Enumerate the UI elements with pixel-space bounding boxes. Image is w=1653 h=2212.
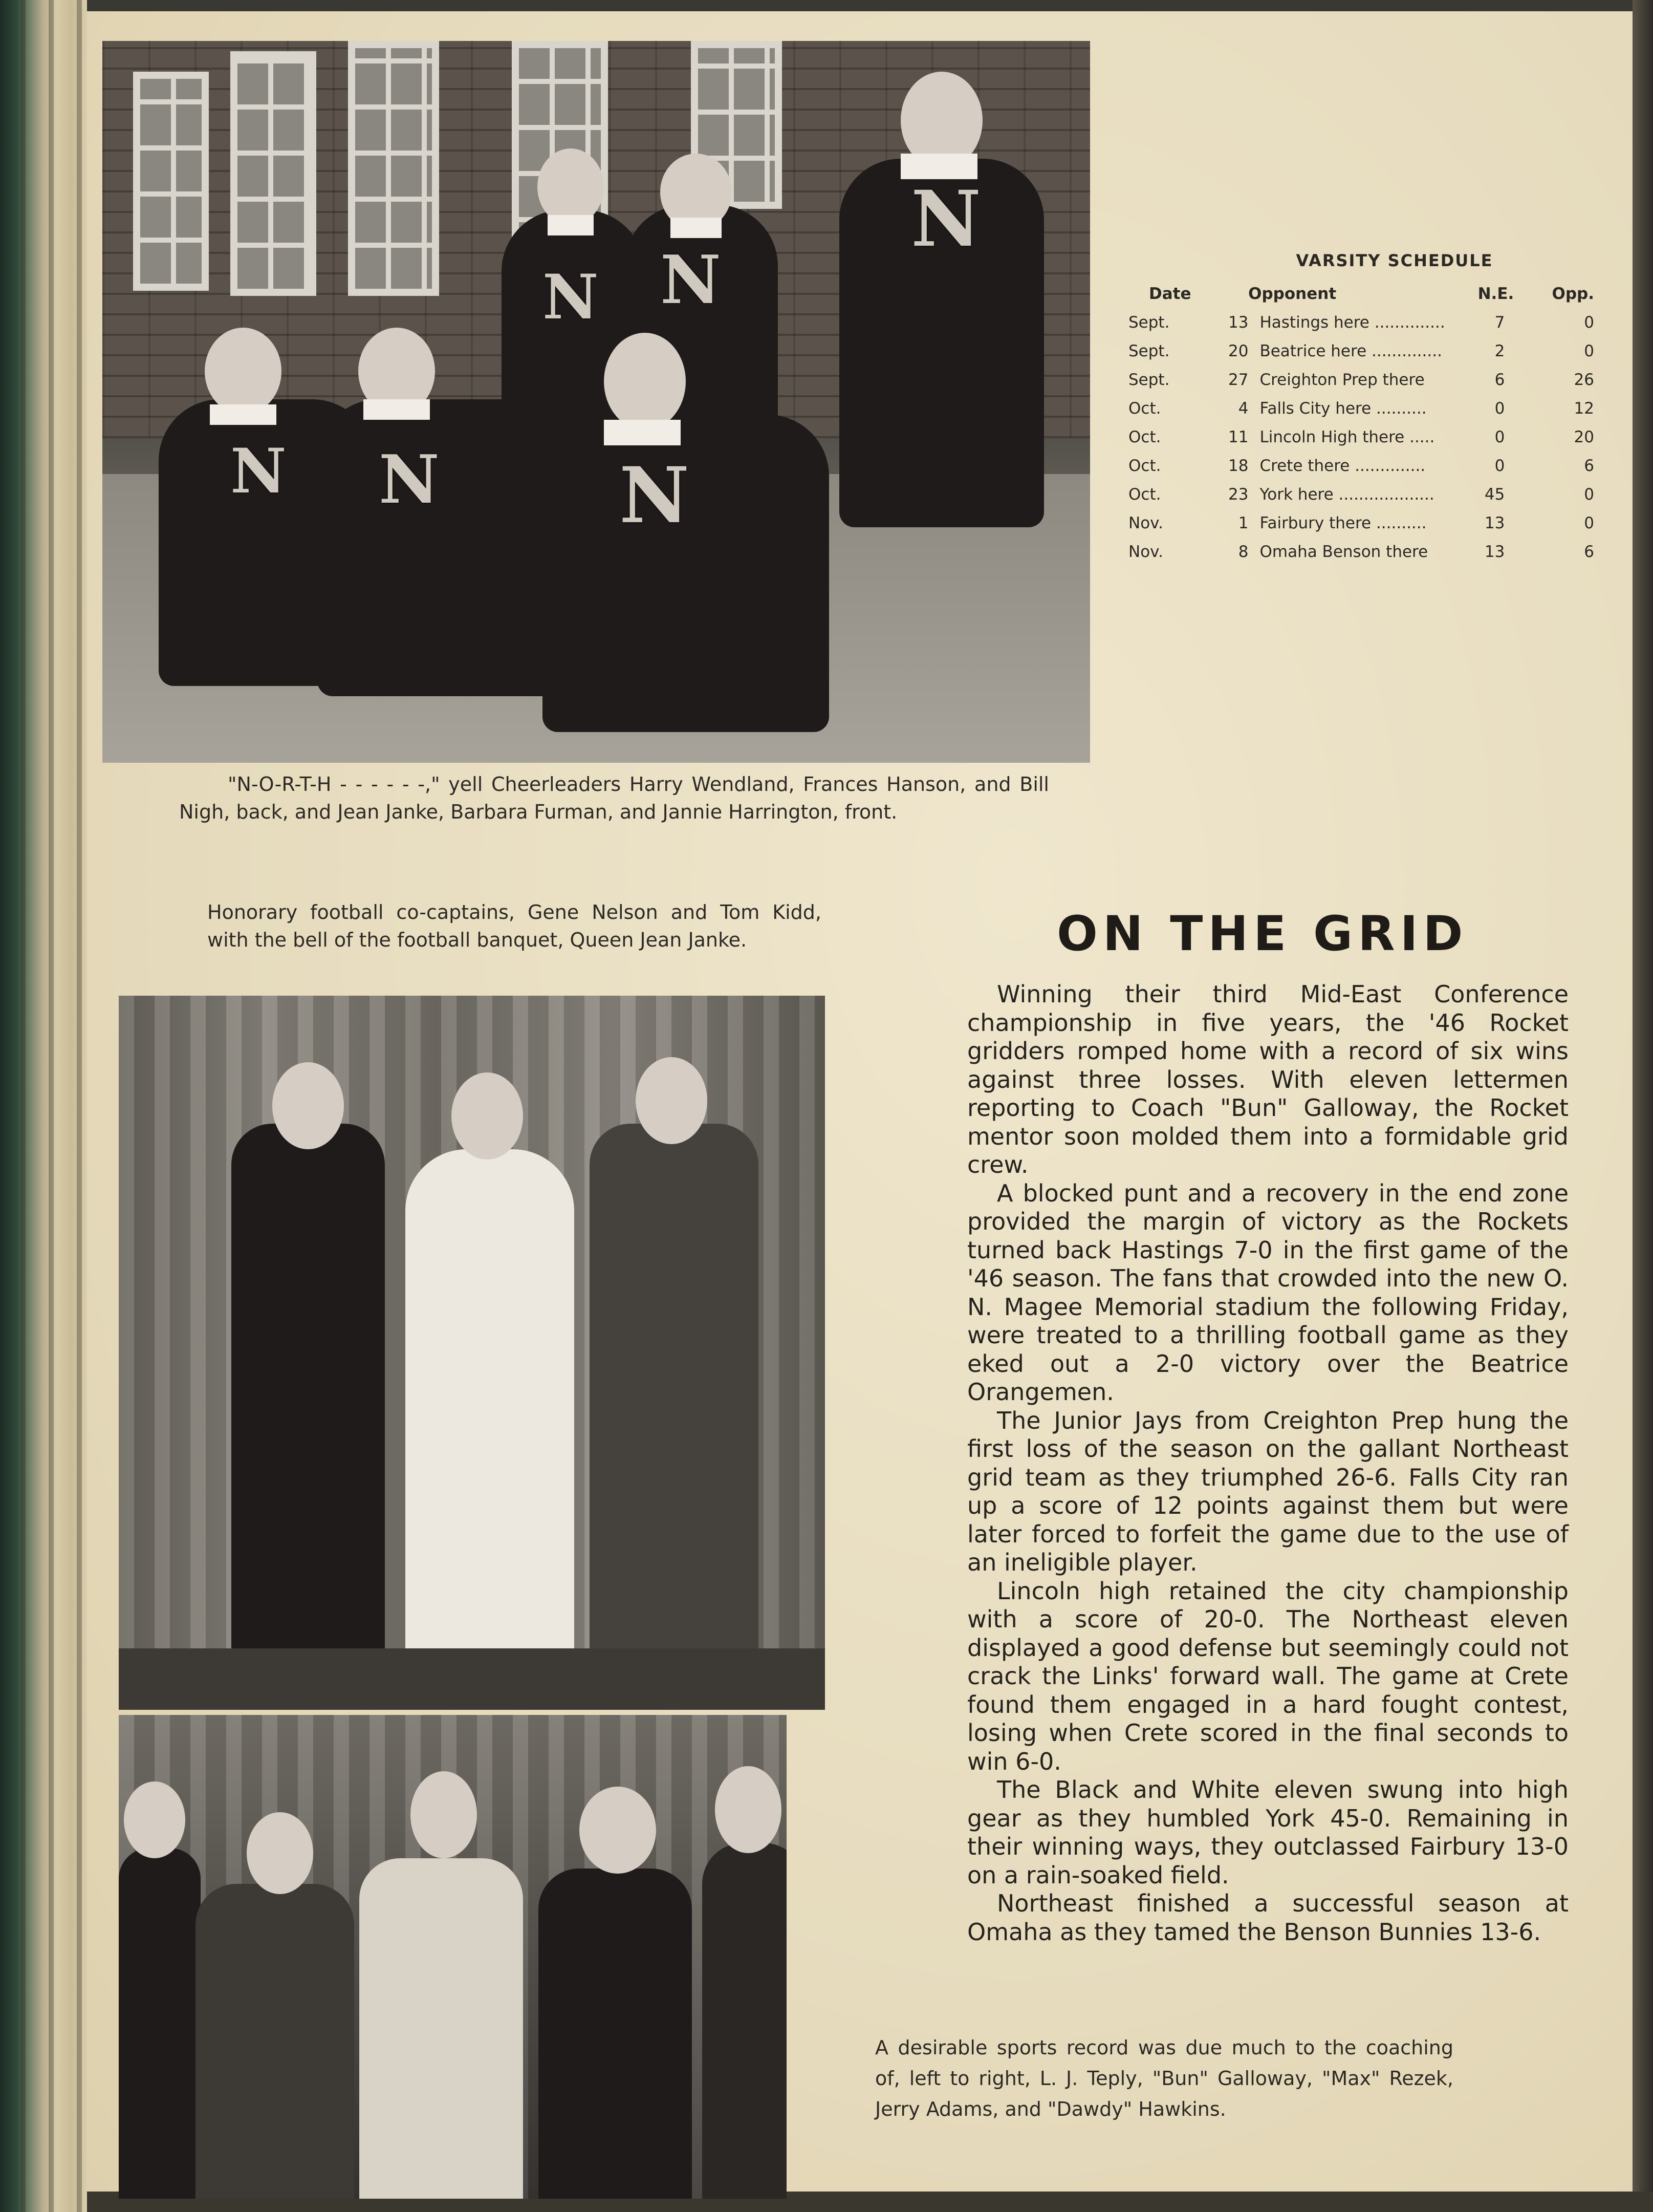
game-opponent: Lincoln High there ..... — [1259, 428, 1435, 446]
score-opp: 0 — [1584, 485, 1594, 504]
score-opp: 0 — [1584, 313, 1594, 332]
collar — [548, 215, 594, 235]
cheerleader-face — [537, 148, 604, 225]
schedule-row — [1128, 509, 1594, 538]
header-ne: N.E. — [1477, 285, 1514, 303]
game-month: Oct. — [1128, 428, 1161, 446]
coach-figure — [195, 1884, 354, 2199]
game-opponent: Beatrice here .............. — [1259, 342, 1442, 360]
score-ne: 45 — [1484, 485, 1505, 504]
score-ne: 6 — [1494, 371, 1505, 389]
cheerleaders-caption — [179, 770, 1049, 826]
game-month: Nov. — [1128, 543, 1163, 561]
game-day: 18 — [1228, 457, 1249, 475]
article-paragraph: A blocked punt and a recovery in the end zone provided the margin of victory as the Rockets turned back Hastings 7-0 in the first game of the '46 season. The fans that crowded into the new O. N. Magee Memorial stadium the following Friday, were treated to a thrilling football game as they eked out a 2-0 victory over the Beatrice Orangemen. — [967, 1179, 1569, 1406]
coach-face — [124, 1781, 185, 1858]
score-opp: 20 — [1574, 428, 1594, 446]
game-month: Sept. — [1128, 371, 1170, 389]
article-body — [967, 980, 1569, 1946]
schedule-row — [1128, 308, 1594, 337]
queen-face — [451, 1072, 523, 1159]
varsity-schedule — [1128, 251, 1594, 566]
article-paragraph: Lincoln high retained the city championship with a score of 20-0. The Northeast eleven displayed a good defense but seemingly could not crack the Links' forward wall. The game at Crete found them engaged in a hard fought contest, losing when Crete scored in the final seconds to win 6-0. — [967, 1577, 1569, 1775]
game-month: Sept. — [1128, 313, 1170, 332]
game-month: Nov. — [1128, 514, 1163, 532]
schedule-row — [1128, 480, 1594, 509]
window — [133, 72, 209, 291]
letter-n: N — [542, 261, 599, 333]
score-ne: 0 — [1494, 457, 1505, 475]
queen-gown — [405, 1149, 574, 1661]
collar — [670, 218, 722, 238]
score-opp: 6 — [1584, 543, 1594, 561]
score-ne: 13 — [1484, 543, 1505, 561]
collar — [604, 420, 681, 445]
coaches-caption: A desirable sports record was due much to the coaching of, left to right, L. J. Teply, "Bun" Galloway, "Max" Rezek, Jerry Adams, and "Dawdy" Hawkins. — [875, 2036, 1453, 2120]
score-opp: 6 — [1584, 457, 1594, 475]
cheerleader-face — [604, 333, 686, 430]
coach-face — [715, 1766, 781, 1853]
score-ne: 0 — [1494, 428, 1505, 446]
header-date: Date — [1149, 285, 1191, 303]
game-month: Oct. — [1128, 457, 1161, 475]
coaches-photo — [119, 1715, 787, 2199]
game-day: 11 — [1228, 428, 1249, 446]
score-ne: 7 — [1494, 313, 1505, 332]
score-opp: 12 — [1574, 399, 1594, 418]
schedule-title: VARSITY SCHEDULE — [1296, 251, 1493, 270]
letter-n: N — [379, 440, 440, 519]
collar — [210, 404, 276, 425]
co-captain-face — [636, 1057, 707, 1144]
game-opponent: Omaha Benson there — [1259, 543, 1428, 561]
co-captains-photo — [119, 996, 825, 1710]
schedule-row — [1128, 366, 1594, 394]
coach-figure — [359, 1858, 523, 2199]
cheerleaders-photo — [102, 41, 1090, 763]
cheerleader-face — [205, 328, 281, 415]
game-day: 13 — [1228, 313, 1249, 332]
game-opponent: Hastings here .............. — [1259, 313, 1445, 332]
game-day: 20 — [1228, 342, 1249, 360]
game-day: 8 — [1238, 543, 1249, 561]
cheerleaders-caption-text: "N-O-R-T-H - - - - - -," yell Cheerleaders Harry Wendland, Frances Hanson, and Bill Nigh, back, and Jean Janke, Barbara Furman, and Jannie Harrington, front. — [179, 773, 1049, 823]
letter-n: N — [619, 450, 690, 541]
game-opponent: York here ................... — [1259, 485, 1434, 504]
coach-figure — [538, 1869, 692, 2199]
stage-floor — [119, 1648, 825, 1710]
co-captain-figure — [590, 1124, 758, 1677]
game-opponent: Fairbury there .......... — [1259, 514, 1427, 532]
score-ne: 0 — [1494, 399, 1505, 418]
headline: ON THE GRID — [1057, 906, 1468, 962]
schedule-row — [1128, 337, 1594, 366]
collar — [363, 399, 430, 420]
article-paragraph: The Junior Jays from Creighton Prep hung the first loss of the season on the gallant Northeast grid team as they triumphed 26-6. Falls City ran up a score of 12 points against them but were later forced to forfeit the game due to the use of an ineligible player. — [967, 1406, 1569, 1576]
game-day: 23 — [1228, 485, 1249, 504]
window — [348, 41, 439, 296]
coach-face — [579, 1787, 656, 1874]
game-day: 4 — [1238, 399, 1249, 418]
article-paragraph: The Black and White eleven swung into high gear as they humbled York 45-0. Remaining in their winning ways, they outclassed Fairbury 13-0 on a rain-soaked field. — [967, 1776, 1569, 1889]
header-opponent: Opponent — [1248, 285, 1337, 303]
window — [230, 51, 316, 296]
coach-figure — [702, 1843, 787, 2199]
schedule-row — [1128, 452, 1594, 480]
score-ne: 13 — [1484, 514, 1505, 532]
page-edge-top — [87, 0, 1653, 11]
letter-n: N — [911, 174, 982, 264]
game-month: Sept. — [1128, 342, 1170, 360]
game-opponent: Creighton Prep there — [1259, 371, 1425, 389]
header-opp: Opp. — [1552, 285, 1594, 303]
game-day: 27 — [1228, 371, 1249, 389]
game-month: Oct. — [1128, 485, 1161, 504]
schedule-row — [1128, 538, 1594, 566]
score-opp: 0 — [1584, 342, 1594, 360]
article-paragraph: Northeast finished a successful season at Omaha as they tamed the Benson Bunnies 13-6. — [967, 1889, 1569, 1946]
game-month: Oct. — [1128, 399, 1161, 418]
game-opponent: Falls City here .......... — [1259, 399, 1427, 418]
article-paragraph: Winning their third Mid-East Conference championship in five years, the '46 Rocket gridders romped home with a record of six wins against three losses. With eleven lettermen reporting to Coach "Bun" Galloway, the Rocket mentor soon molded them into a formidable grid crew. — [967, 980, 1569, 1178]
cheerleader-figure — [317, 399, 563, 696]
schedule-header-row — [1128, 280, 1594, 308]
page-edge-right — [1633, 0, 1653, 2212]
coach-face — [410, 1771, 477, 1858]
score-opp: 26 — [1574, 371, 1594, 389]
book-binding — [0, 0, 95, 2212]
letter-n: N — [230, 435, 287, 507]
game-opponent: Crete there .............. — [1259, 457, 1426, 475]
schedule-row — [1128, 423, 1594, 452]
schedule-row — [1128, 394, 1594, 423]
co-captain-face — [272, 1062, 344, 1149]
score-ne: 2 — [1494, 342, 1505, 360]
coach-face — [247, 1812, 313, 1894]
game-day: 1 — [1238, 514, 1249, 532]
co-captain-figure — [231, 1124, 385, 1677]
captains-caption: Honorary football co-captains, Gene Nelson and Tom Kidd, with the bell of the football banquet, Queen Jean Janke. — [207, 901, 821, 951]
score-opp: 0 — [1584, 514, 1594, 532]
coach-figure — [119, 1848, 201, 2199]
letter-n: N — [660, 241, 721, 319]
